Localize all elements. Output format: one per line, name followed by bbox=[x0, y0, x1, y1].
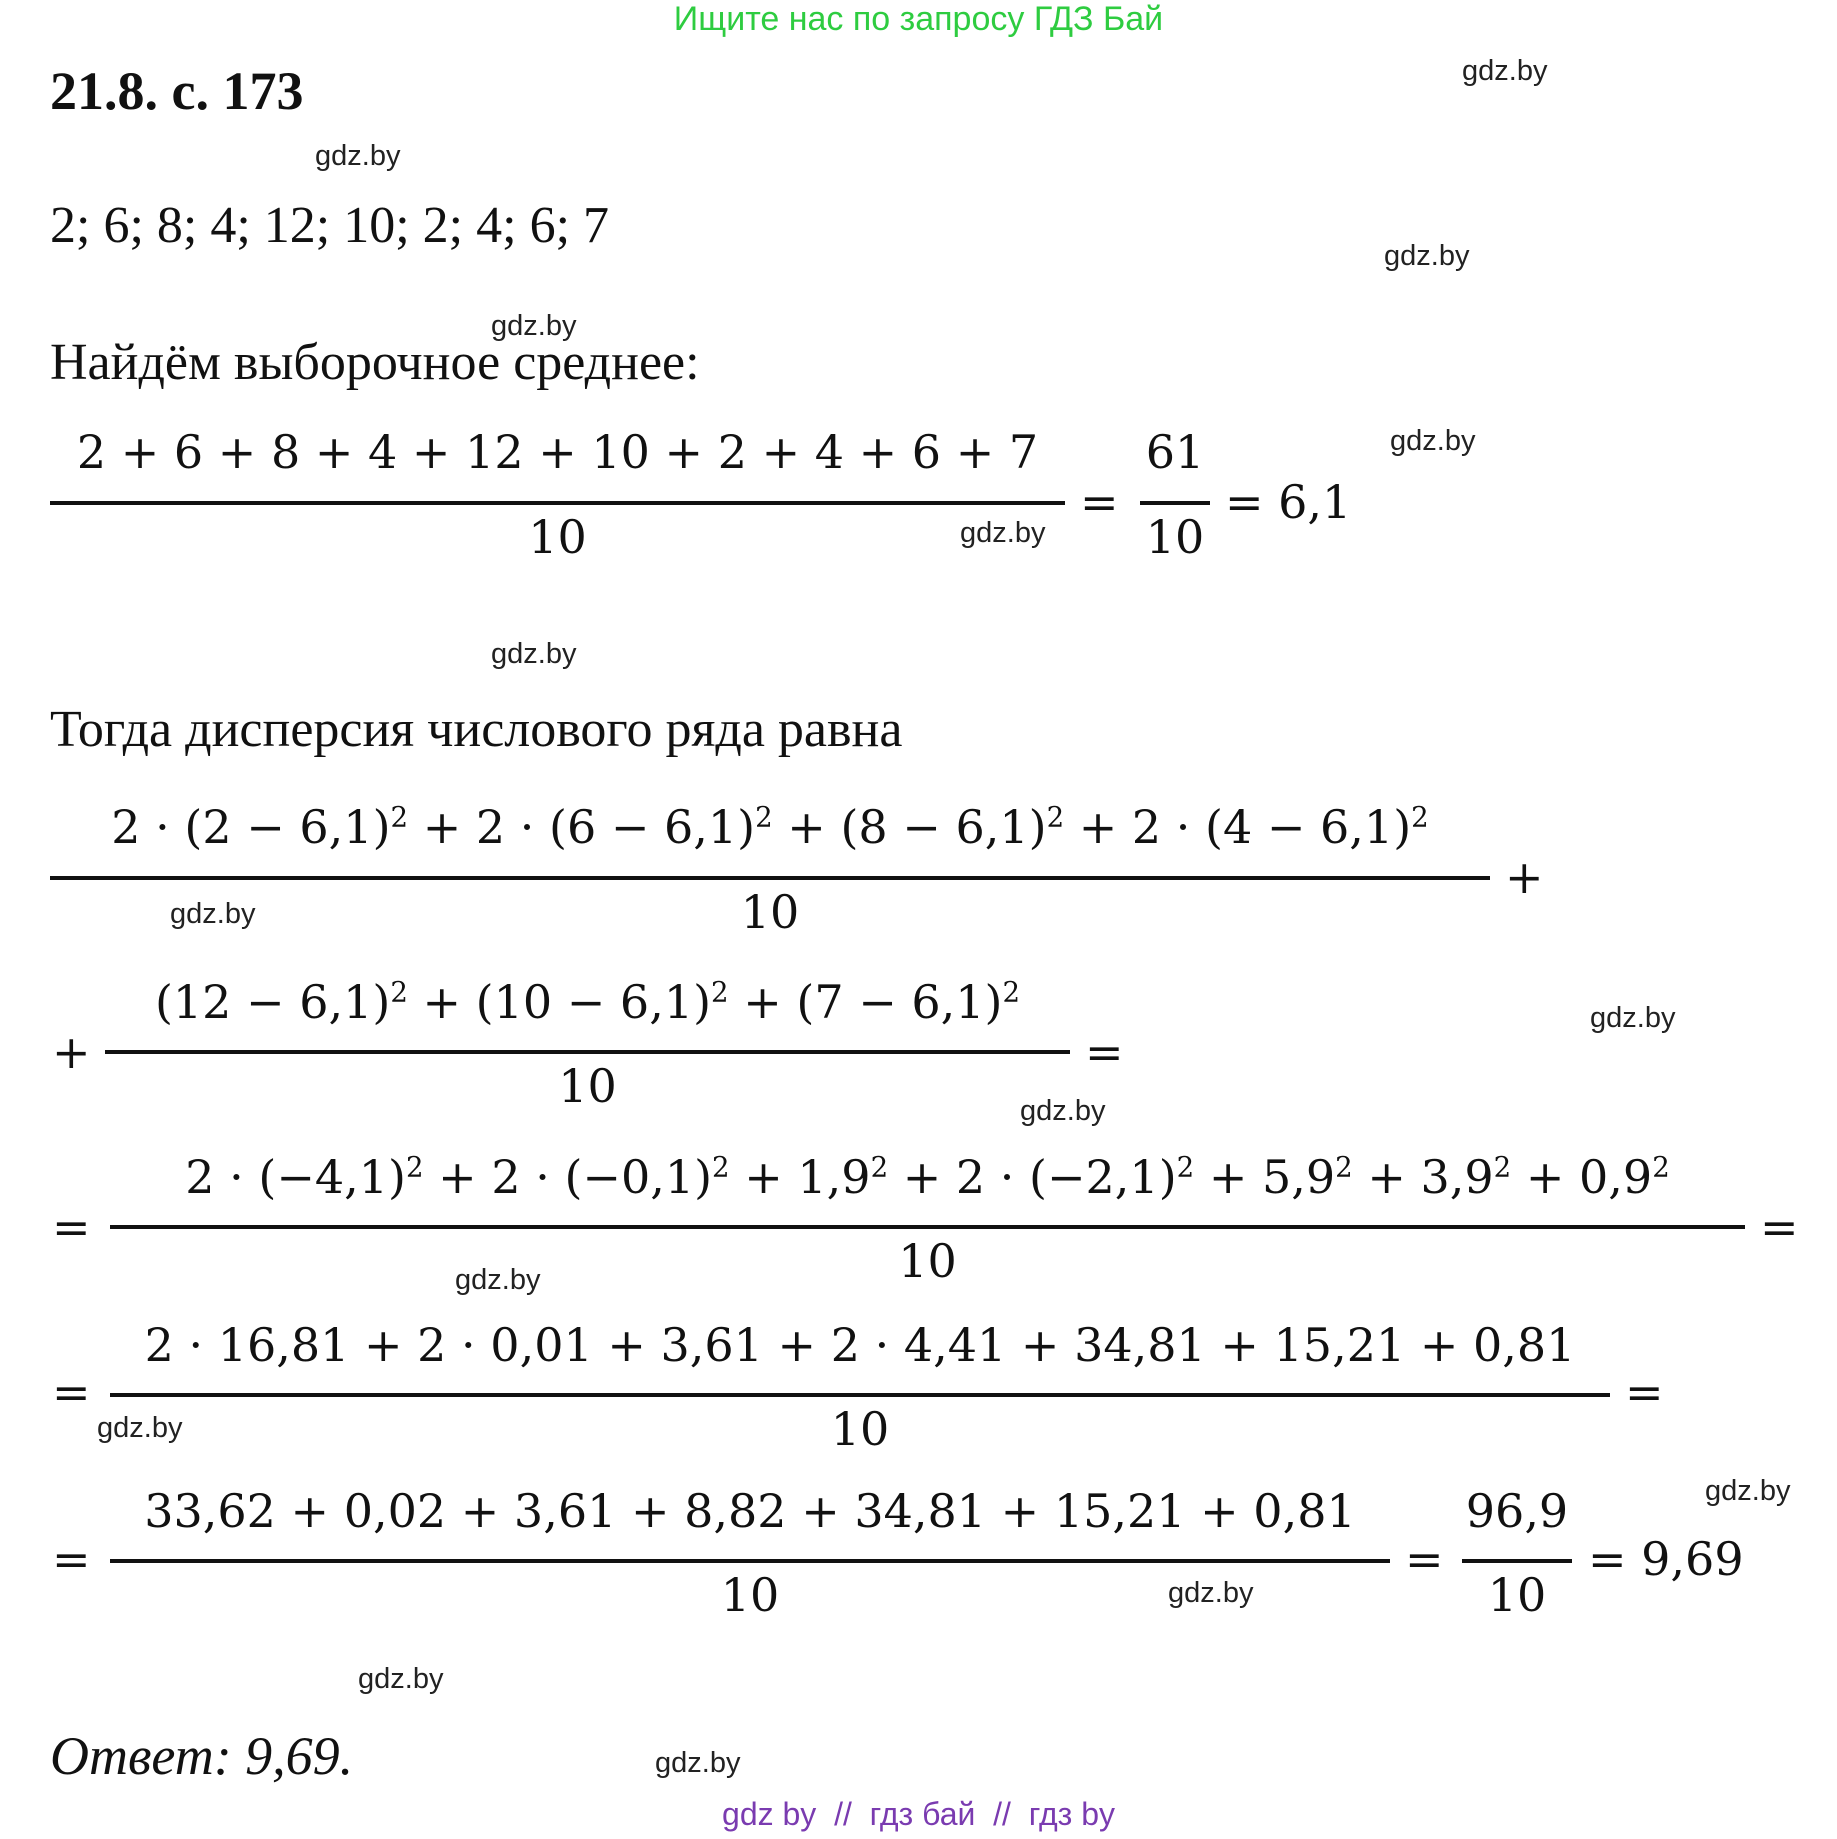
variance-line4-denominator: 10 bbox=[830, 1402, 890, 1456]
plus-sign: + bbox=[52, 1025, 91, 1079]
equals-sign: = bbox=[52, 1200, 91, 1254]
variance-line4-numerator: 2 · 16,81 + 2 · 0,01 + 3,61 + 2 · 4,41 + 34,81 + 15,21 + 0,81 bbox=[144, 1318, 1576, 1372]
mean-sum-denominator: 10 bbox=[1145, 510, 1205, 564]
watermark: gdz.by bbox=[1462, 55, 1548, 87]
top-banner: Ищите нас по запросу ГДЗ Бай bbox=[673, 0, 1164, 38]
watermark: gdz.by bbox=[1390, 425, 1476, 457]
watermark: gdz.by bbox=[1384, 240, 1470, 272]
fraction-bar bbox=[1462, 1559, 1572, 1563]
equals-sign: = bbox=[52, 1532, 91, 1586]
equals-sign: = bbox=[1405, 1532, 1444, 1586]
watermark: gdz.by bbox=[97, 1412, 183, 1444]
mean-numerator: 2 + 6 + 8 + 4 + 12 + 10 + 2 + 4 + 6 + 7 bbox=[76, 425, 1039, 479]
variance-heading: Тогда дисперсия числового ряда равна bbox=[50, 701, 903, 758]
equals-sign: = bbox=[1625, 1365, 1664, 1419]
page-title: 21.8. с. 173 bbox=[50, 61, 304, 121]
fraction-bar bbox=[110, 1393, 1610, 1397]
equals-sign: = bbox=[1085, 1025, 1124, 1079]
watermark: gdz.by bbox=[358, 1663, 444, 1695]
variance-line1-denominator: 10 bbox=[740, 885, 800, 939]
variance-line3-numerator: $2 \cdot (-4,1)^2 + 2 \cdot (-0,1)^2 + 1,9^2 + 2 \cdot (-2,1)^2 + 5,9^2 + 3,9^2 + 0,9^2$ bbox=[185, 1150, 1670, 1204]
watermark: gdz.by bbox=[455, 1264, 541, 1296]
watermark: gdz.by bbox=[1705, 1475, 1791, 1507]
plus-sign: + bbox=[1505, 850, 1544, 904]
mean-result: = 6,1 bbox=[1225, 475, 1352, 529]
variance-line2-numerator: $(12 - 6,1)^2 + (10 - 6,1)^2 + (7 - 6,1)^2$ bbox=[154, 975, 1021, 1029]
fraction-bar bbox=[110, 1559, 1390, 1563]
watermark: gdz.by bbox=[315, 140, 401, 172]
watermark: gdz.by bbox=[491, 310, 577, 342]
variance-line5-denominator: 10 bbox=[720, 1568, 780, 1622]
watermark: gdz.by bbox=[1590, 1002, 1676, 1034]
watermark: gdz.by bbox=[170, 898, 256, 930]
footer-links: gdz by // гдз бай // гдз by bbox=[722, 1796, 1115, 1832]
variance-line2-denominator: 10 bbox=[558, 1059, 617, 1113]
watermark: gdz.by bbox=[491, 638, 577, 670]
equals-sign: = bbox=[1760, 1200, 1799, 1254]
fraction-bar bbox=[50, 501, 1065, 505]
mean-heading: Найдём выборочное среднее: bbox=[50, 334, 700, 391]
watermark: gdz.by bbox=[655, 1747, 741, 1779]
watermark: gdz.by bbox=[1168, 1577, 1254, 1609]
fraction-bar bbox=[50, 876, 1490, 880]
answer: Ответ: 9,69. bbox=[50, 1726, 354, 1786]
mean-denominator: 10 bbox=[528, 510, 587, 564]
watermark: gdz.by bbox=[960, 517, 1046, 549]
fraction-bar bbox=[110, 1225, 1745, 1229]
variance-result: = 9,69 bbox=[1588, 1532, 1744, 1586]
equals-sign: = bbox=[52, 1365, 91, 1419]
mean-sum-numerator: 61 bbox=[1145, 425, 1205, 479]
fraction-bar bbox=[105, 1050, 1070, 1054]
watermark: gdz.by bbox=[1020, 1095, 1106, 1127]
variance-sum-denominator: 10 bbox=[1487, 1568, 1547, 1622]
fraction-bar bbox=[1140, 501, 1210, 505]
variance-line5-numerator: 33,62 + 0,02 + 3,61 + 8,82 + 34,81 + 15,21 + 0,81 bbox=[144, 1484, 1356, 1538]
equals-sign: = bbox=[1080, 475, 1119, 529]
variance-line3-denominator: 10 bbox=[898, 1234, 957, 1288]
variance-sum-numerator: 96,9 bbox=[1465, 1484, 1569, 1538]
number-sequence: 2; 6; 8; 4; 12; 10; 2; 4; 6; 7 bbox=[50, 197, 610, 254]
variance-line1-numerator: $2 \cdot (2 - 6,1)^2 + 2 \cdot (6 - 6,1)^2 + (8 - 6,1)^2 + 2 \cdot (4 - 6,1)^2$ bbox=[111, 800, 1429, 854]
